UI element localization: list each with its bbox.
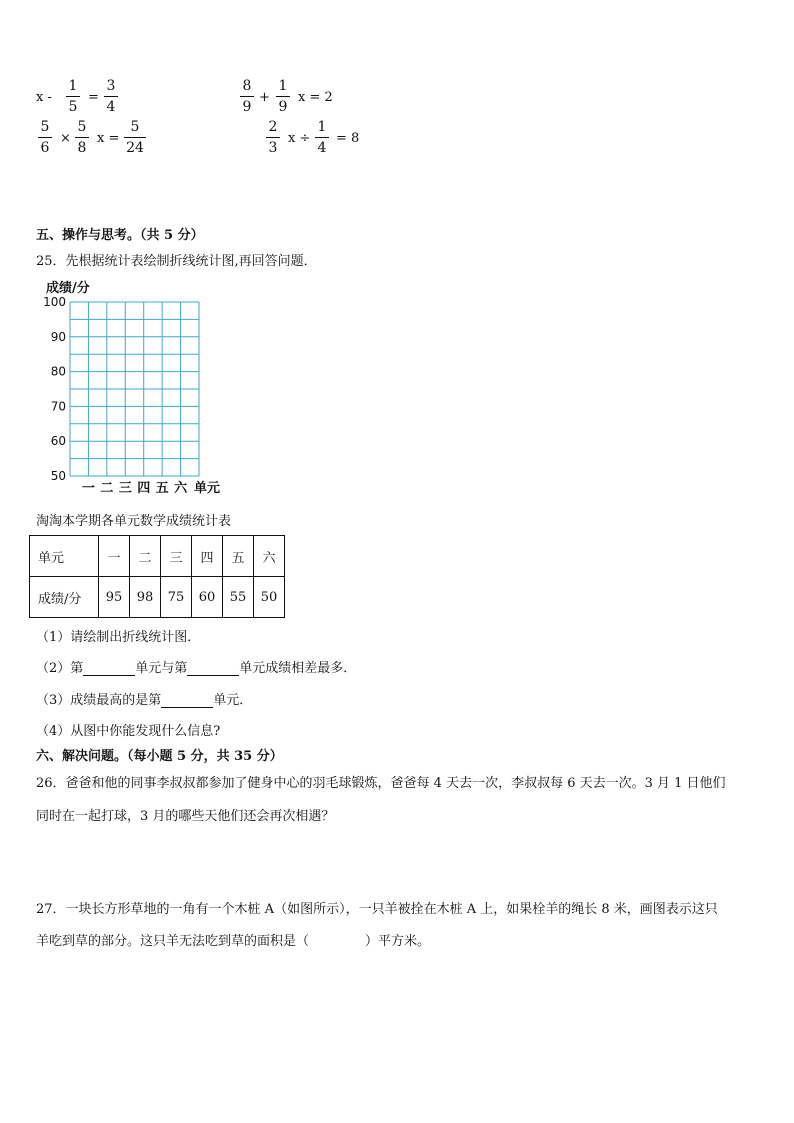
x-tick-label: 四 [137, 481, 151, 496]
eq2-plus: + [259, 90, 270, 105]
subquestion-1: （1）请绘制出折线统计图． [36, 630, 201, 645]
y-tick-label: 90 [50, 329, 66, 344]
denominator: 24 [126, 140, 144, 156]
unit-cell: 五 [223, 536, 254, 577]
eq4-frac-2 [315, 118, 329, 157]
unit-cell: 四 [192, 536, 223, 577]
question-26-line-1: 26．爸爸和他的同事李叔叔都参加了健身中心的羽毛球锻炼，爸爸每 4 天去一次，李叔叔每 6 天去一次。3 月 1 日他们 [36, 776, 726, 791]
x-tick-label: 三 [118, 481, 132, 496]
chart-y-label: 成绩/分 [46, 281, 90, 296]
y-tick-label: 60 [50, 434, 66, 449]
section-6-heading: 六、解决问题。（每小题 5 分，共 35 分） [36, 749, 283, 764]
subq3-text-b: 单元． [213, 693, 253, 708]
y-tick-label: 50 [50, 469, 66, 483]
eq4-op: x ÷ [288, 131, 311, 146]
subquestion-2 [36, 657, 356, 676]
table-row-scores [30, 577, 285, 618]
score-cell: 50 [254, 577, 285, 618]
denominator: 4 [317, 140, 327, 156]
row-head-scores: 成绩/分 [30, 577, 99, 618]
subq2-text-b: 单元与第 [135, 661, 188, 676]
answer-blank[interactable] [161, 693, 213, 708]
denominator: 9 [242, 99, 252, 115]
eq3-frac-2 [75, 118, 89, 157]
x-tick-label: 五 [155, 481, 169, 496]
denominator: 4 [106, 99, 116, 115]
numerator: 5 [40, 119, 50, 135]
numerator: 8 [242, 78, 252, 94]
denominator: 8 [77, 140, 87, 156]
denominator: 3 [268, 140, 278, 156]
unit-cell: 三 [161, 536, 192, 577]
denominator: 9 [278, 99, 288, 115]
eq3-times: × [60, 131, 71, 146]
eq4-tail: = 8 [336, 131, 360, 146]
row-head-units: 单元 [30, 536, 99, 577]
x-tick-label: 一 [81, 481, 95, 496]
subq3-text-a: （3）成绩最高的是第 [36, 693, 162, 708]
unit-cell: 六 [254, 536, 285, 577]
eq1-lead: x - [36, 90, 52, 105]
question-25: 25．先根据统计表绘制折线统计图,再回答问题． [36, 254, 317, 269]
unit-cell: 二 [130, 536, 161, 577]
numerator: 1 [317, 119, 327, 135]
question-27-line-1: 27．一块长方形草地的一角有一个木桩 A（如图所示），一只羊被拴在木桩 A 上，如果栓羊的绳长 8 米，画图表示这只 [36, 902, 718, 917]
y-tick-label: 100 [43, 295, 66, 309]
subq2-text-c: 单元成绩相差最多． [239, 661, 357, 676]
subquestion-3 [36, 689, 252, 708]
section-5-heading: 五、操作与思考。（共 5 分） [36, 228, 204, 243]
table-caption: 淘淘本学期各单元数学成绩统计表 [36, 514, 232, 529]
numerator: 5 [130, 119, 140, 135]
y-tick-label: 70 [50, 399, 66, 414]
denominator: 6 [40, 140, 50, 156]
eq1-frac-2 [104, 77, 118, 116]
eq2-tail: x = 2 [298, 90, 333, 105]
x-tick-label: 六 [174, 481, 188, 496]
numerator: 2 [268, 119, 278, 135]
eq1-equals: = [88, 90, 99, 105]
eq2-frac-1 [240, 77, 254, 116]
answer-blank[interactable] [83, 661, 135, 676]
subquestion-4: （4）从图中你能发现什么信息? [36, 724, 221, 739]
numerator: 3 [106, 78, 116, 94]
answer-blank[interactable] [187, 661, 239, 676]
question-27-line-2 [36, 930, 430, 949]
eq2-frac-2 [276, 77, 290, 116]
eq4-frac-1 [266, 118, 280, 157]
score-cell: 60 [192, 577, 223, 618]
eq3-mid: x = [97, 131, 120, 146]
eq3-frac-1 [38, 118, 52, 157]
q27-text-b: ）平方米。 [365, 934, 431, 949]
y-tick-labels [43, 295, 66, 483]
line-chart-grid [30, 276, 270, 496]
x-tick-labels [82, 480, 188, 496]
score-table [29, 535, 285, 618]
question-26-line-2: 同时在一起打球，3 月的哪些天他们还会再次相遇？ [36, 809, 335, 824]
subq2-text-a: （2）第 [36, 661, 84, 676]
table-row-units [30, 536, 285, 577]
score-cell: 55 [223, 577, 254, 618]
denominator: 5 [68, 99, 78, 115]
chart-x-label: 单元 [194, 481, 221, 496]
numerator: 1 [278, 78, 288, 94]
numerator: 1 [68, 78, 78, 94]
numerator: 5 [77, 119, 87, 135]
score-cell: 98 [130, 577, 161, 618]
q27-text-a: 羊吃到草的部分。这只羊无法吃到草的面积是（ [36, 934, 310, 949]
x-tick-label: 二 [100, 481, 114, 496]
y-tick-label: 80 [50, 364, 66, 379]
score-cell: 75 [161, 577, 192, 618]
unit-cell: 一 [99, 536, 130, 577]
eq1-frac-1 [66, 77, 80, 116]
score-cell: 95 [99, 577, 130, 618]
eq3-frac-3 [124, 118, 146, 157]
grid-lines [70, 302, 199, 476]
